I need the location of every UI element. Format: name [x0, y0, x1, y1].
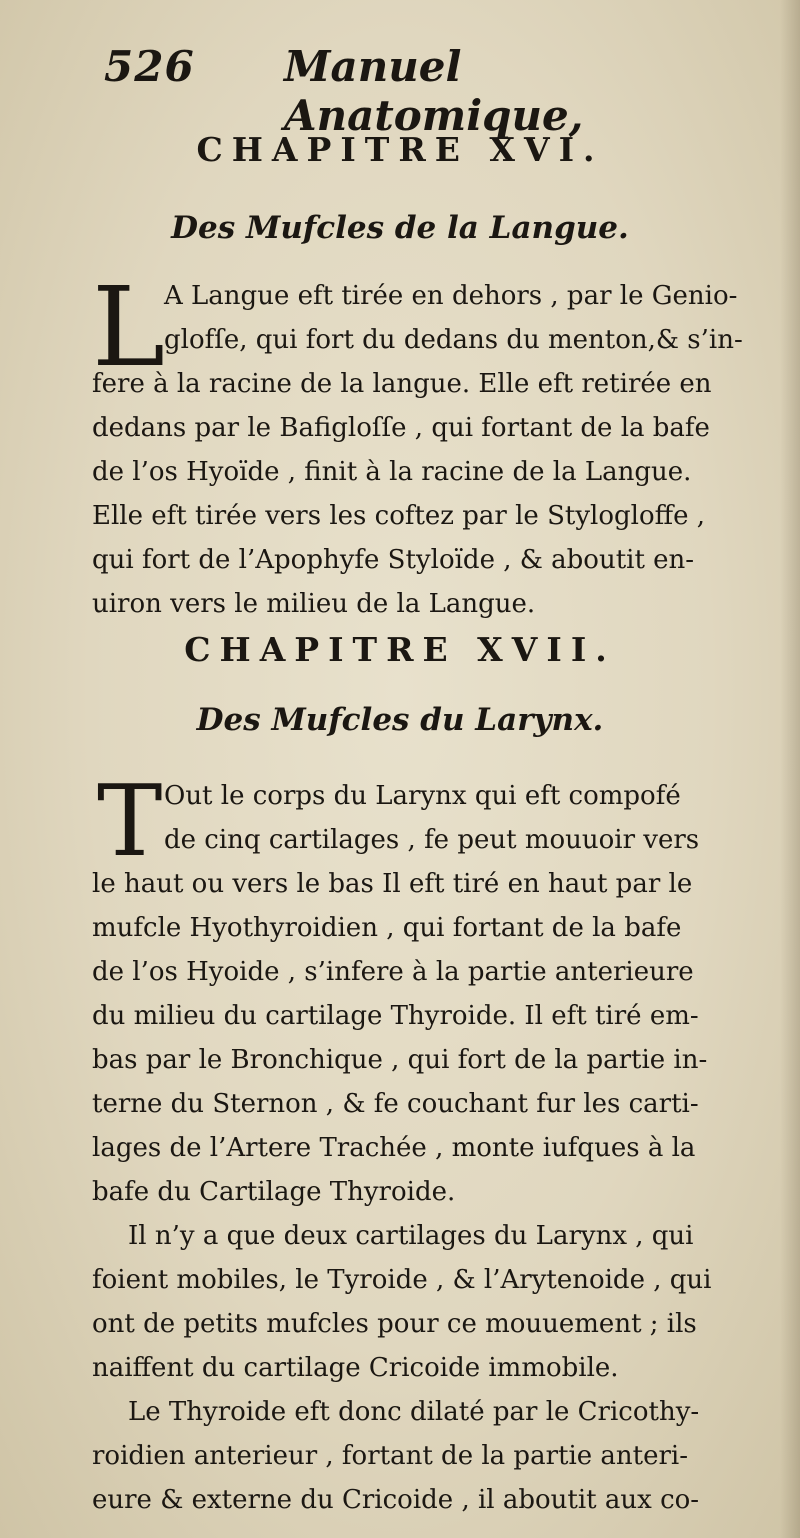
text-line: Le Thyroide eft donc dilaté par le Cricothy- — [128, 1397, 700, 1427]
text-line: qui fort de l’Apophyfe Styloïde , & aboutit en- — [92, 545, 695, 575]
chapter-subtitle: Des Mufcles de la Langue. — [171, 210, 629, 246]
text-line: dedans par le Bafigloſſe , qui fortant de la bafe — [92, 413, 710, 443]
chapter-title: CHAPITRE XVI. — [196, 130, 604, 169]
book-title: Manuel Anatomique, — [284, 42, 584, 140]
text-line: fere à la racine de la langue. Elle eft retirée en — [92, 369, 712, 399]
text-line: uiron vers le milieu de la Langue. — [92, 589, 536, 619]
text-line: A Langue eft tirée en dehors , par le Genio- — [164, 281, 738, 311]
paragraph — [92, 765, 780, 1214]
text-line: de l’os Hyoide , s’infere à la partie anterieure — [92, 957, 694, 987]
paragraph — [92, 1214, 780, 1390]
text-line: Out le corps du Larynx qui eft compofé — [164, 781, 681, 811]
text-line: glofſe, qui fort du dedans du menton,& s’in- — [164, 325, 743, 355]
text-line: Elle eft tirée vers les coftez par le Stylogloffe , — [92, 501, 705, 531]
text-line: bas par le Bronchique , qui fort de la partie in- — [92, 1045, 708, 1075]
text-line: naiffent du cartilage Cricoide immobile. — [92, 1353, 619, 1383]
chapter-title: CHAPITRE XVII. — [184, 630, 616, 669]
text-line: roidien anterieur , fortant de la partie anteri- — [92, 1441, 689, 1471]
chapter-subtitle: Des Mufcles du Larynx. — [196, 702, 604, 738]
text-line: lages de l’Artere Trachée , monte iufques à la — [92, 1133, 696, 1163]
text-line: de cinq cartilages , fe peut mouuoir vers — [164, 825, 700, 855]
paragraph — [92, 1390, 780, 1522]
text-line: mufcle Hyothyroidien , qui fortant de la bafe — [92, 913, 682, 943]
running-head — [104, 42, 704, 140]
text-line: de l’os Hyoïde , finit à la racine de la Langue. — [92, 457, 692, 487]
text-line: ont de petits mufcles pour ce mouuement ; ils — [92, 1309, 697, 1339]
text-line: eure & externe du Cricoide , il aboutit aux co- — [92, 1485, 700, 1515]
page-number: 526 — [104, 42, 195, 91]
text-line: foient mobiles, le Tyroide , & l’Arytenoide , qui — [92, 1265, 712, 1295]
drop-cap: L — [92, 263, 166, 391]
text-line: du milieu du cartilage Thyroide. Il eft tiré em- — [92, 1001, 699, 1031]
paragraph — [92, 263, 780, 626]
text-line: terne du Sternon , & fe couchant fur les carti- — [92, 1089, 699, 1119]
text-line: Il n’y a que deux cartilages du Larynx , qui — [128, 1221, 694, 1251]
text-line: le haut ou vers le bas Il eft tiré en haut par le — [92, 869, 693, 899]
drop-cap: T — [97, 765, 163, 879]
text-line: bafe du Cartilage Thyroide. — [92, 1177, 456, 1207]
